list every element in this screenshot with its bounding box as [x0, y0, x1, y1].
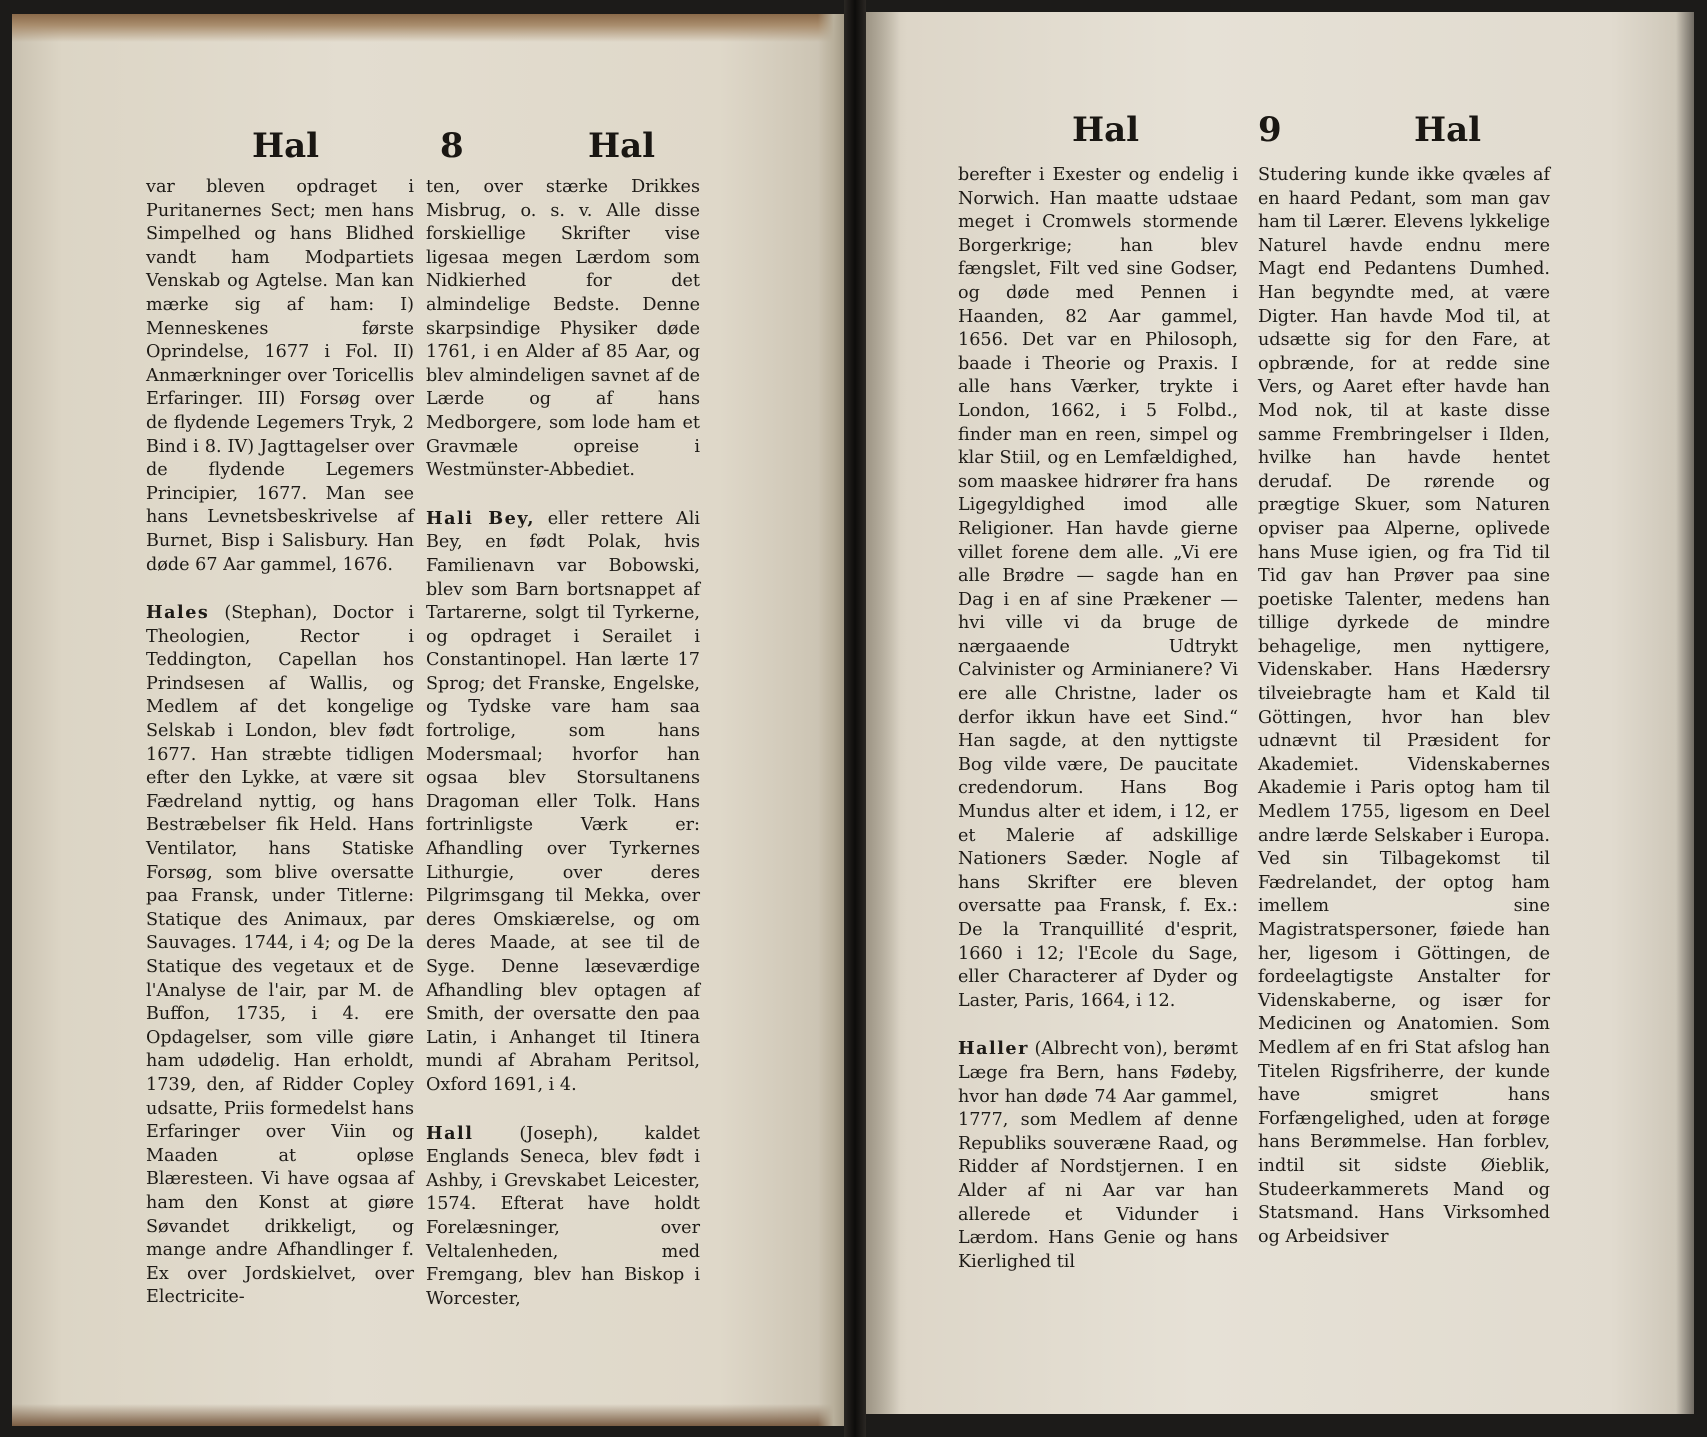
left-column-1: [146, 176, 414, 1310]
right-page-number: 9: [1258, 110, 1282, 150]
left-page: [12, 14, 844, 1426]
left-page-bottom-edge: [12, 1404, 844, 1426]
entry-lemma: Hales: [146, 602, 210, 624]
right-header-left: Hal: [1072, 110, 1140, 150]
entry-lemma: Hali Bey,: [426, 507, 535, 529]
entry-paragraph: [958, 164, 1238, 1013]
right-column-2: [1258, 164, 1550, 1249]
right-page-spine-shadow: [866, 12, 900, 1414]
entry-text: (Albrecht von), berømt Læge fra Bern, hans Fødeby, hvor han døde 74 Aar gammel, 1777, som Medlem af denne Republiks souveræne Raad, og Ridder af Nordstjernen. I en Alder af ni Aar var han allerede et Vidunder i Lærdom. Hans Genie og hans Kierlighed til: [958, 1039, 1238, 1272]
entry-paragraph: [426, 176, 700, 483]
entry-paragraph: [1258, 164, 1550, 1249]
entry-text: ten, over stærke Drikkes Misbrug, o. s. v. Alle disse forskiellige Skrifter vise ligesaa megen Lærdom som Nidkierhed for det almindelige Bedste. Denne skarpsindige Physiker døde 1761, i en Alder af 85 Aar, og blev almindeligen savnet af de Lærde og af hans Medborgere, som lode ham et Gravmæle opreise i Westmünster-Abbediet.: [426, 177, 700, 481]
entry-text: berefter i Exester og endelig i Norwich. Han maatte udstaae meget i Cromwels stormende Borgerkrige; han blev fængslet, Filt ved sine Godser, og døde med Pennen i Haanden, 82 Aar gammel, 1656. Det var en Philosoph, baade i Theorie og Praxis. I alle hans Værker, trykte i London, 1662, i 5 Folbd., finder man en reen, simpel og klar Stiil, og en Lemfældighed, som maaskee hidrører fra hans Ligegyldighed imod alle Religioner. Han havde gierne villet forene dem alle. „Vi ere alle Brødre — sagde han en Dag i en af sine Prækener — hvi ville vi da bruge de nærgaaende Udtrykt Calvinister og Arminianere? Vi ere alle Christne, lader os derfor ikkun have eet Sind.“ Han sagde, at den nyttigste Bog vilde være, De paucitate credendorum. Hans Bog Mundus alter et idem, i 12, er et Malerie af adskillige Nationers Sæder. Nogle af hans Skrifter ere bleven oversatte paa Fransk, f. Ex.: De la Tranquillité d'esprit, 1660 i 12; l'Ecole du Sage, eller Characterer af Dyder og Laster, Paris, 1664, i 12.: [958, 165, 1238, 1011]
right-header-right: Hal: [1414, 110, 1482, 150]
book-gutter: [844, 0, 866, 1437]
right-page: [866, 12, 1694, 1414]
left-header-right: Hal: [588, 126, 656, 166]
entry-paragraph: [146, 176, 414, 577]
entry-paragraph: [426, 507, 700, 1098]
entry-text: (Stephan), Doctor i Theologien, Rector i Teddington, Capellan hos Prindsesen af Wallis, og Medlem af det kongelige Selskab i London, blev født 1677. Han stræbte tidligen efter den Lykke, at være sit Fædreland nyttig, og hans Bestræbelser fik Held. Hans Ventilator, hans Statiske Forsøg, som blive oversatte paa Fransk, under Titlerne: Statique des Animaux, par Sauvages. 1744, i 4; og De la Statique des vegetaux et de l'Analyse de l'air, par M. de Buffon, 1735, i 4. ere Opdagelser, som ville giøre ham udødelig. Han erholdt, 1739, den, af Ridder Copley udsatte, Priis formedelst hans Erfaringer over Viin og Maaden at opløse Blæresteen. Vi have ogsaa af ham den Konst at giøre Søvandet drikkeligt, og mange andre Afhandlinger f. Ex over Jordskielvet, over Electricite-: [146, 603, 414, 1308]
entry-text: eller rettere Ali Bey, en født Polak, hvis Familienavn var Bobowski, blev som Barn bortsnappet af Tartarerne, solgt til Tyrkerne, og opdraget i Serailet i Constantinopel. Han lærte 17 Sprog; det Franske, Engelske, og Tydske vare ham saa fortrolige, som hans Modersmaal; hvorfor han ogsaa blev Storsultanens Dragoman eller Tolk. Hans fortrinligste Værk er: Afhandling over Tyrkernes Lithurgie, over deres Pilgrimsgang til Mekka, over deres Omskiærelse, og om deres Maade, at see til de Syge. Denne læseværdige Afhandling blev optagen af Smith, der oversatte den paa Latin, i Anhanget til Itinera mundi af Abraham Peritsol, Oxford 1691, i 4.: [426, 508, 700, 1095]
left-header-left: Hal: [252, 126, 320, 166]
entry-text: Studering kunde ikke qvæles af en haard Pedant, som man gav ham til Lærer. Elevens lykkelige Naturel havde endnu mere Magt end Pedantens Dumhed. Han begyndte med, at være Digter. Han havde Mod til, at udsætte sig for den Fare, at opbrænde, for at redde sine Vers, og Aaret efter havde han Mod nok, til at kaste disse samme Frembringelser i Ilden, hvilke han havde hentet derudaf. De rørende og prægtige Skuer, som Naturen opviser paa Alperne, oplivede hans Muse igien, og fra Tid til Tid gav han Prøver paa sine poetiske Talenter, medens han tillige dyrkede de mindre behagelige, men nyttigere, Videnskaber. Hans Hædersry tilveiebragte ham et Kald til Göttingen, hvor han blev udnævnt til Præsident for Akademiet. Videnskabernes Akademie i Paris optog ham til Medlem 1755, ligesom en Deel andre lærde Selskaber i Europa. Ved sin Tilbagekomst til Fædrelandet, der optog ham imellem sine Magistratspersoner, føiede han her, ligesom i Göttingen, de fordeelagtigste Anstalter for Videnskaberne, og især for Medicinen og Anatomien. Som Medlem af en fri Stat afslog han Titelen Rigsfriherre, der kunde have smigret hans Forfængelighed, uden at forøge hans Berømmelse. Han forblev, indtil sit sidste Øieblik, Studeerkammerets Mand og Statsmand. Hans Virksomhed og Arbeidsiver: [1258, 165, 1550, 1247]
entry-text: (Joseph), kaldet Englands Seneca, blev født i Ashby, i Grevskabet Leicester, 1574. Efterat have holdt Forelæsninger, over Veltalenheden, med Fremgang, blev han Biskop i Worcester,: [426, 1123, 700, 1309]
entry-text: var bleven opdraget i Puritanernes Sect; men hans Simpelhed og hans Blidhed vandt ham Modpartiets Venskab og Agtelse. Man kan mærke sig af ham: I) Menneskenes første Oprindelse, 1677 i Fol. II) Anmærkninger over Toricellis Erfaringer. III) Forsøg over de flydende Legemers Tryk, 2 Bind i 8. IV) Jagttagelser over de flydende Legemers Principier, 1677. Man see hans Levnetsbeskrivelse af Burnet, Bisp i Salisbury. Han døde 67 Aar gammel, 1676.: [146, 177, 414, 575]
entry-paragraph: [958, 1037, 1238, 1274]
entry-paragraph: [146, 601, 414, 1310]
entry-paragraph: [426, 1122, 700, 1312]
left-page-fore-edge: [818, 14, 844, 1426]
left-page-number: 8: [440, 126, 464, 166]
entry-lemma: Hall: [426, 1122, 474, 1144]
right-page-fore-edge: [1676, 12, 1694, 1414]
left-column-2: [426, 176, 700, 1311]
left-page-top-edge: [12, 14, 844, 42]
entry-lemma: Haller: [958, 1038, 1029, 1060]
right-column-1: [958, 164, 1238, 1274]
